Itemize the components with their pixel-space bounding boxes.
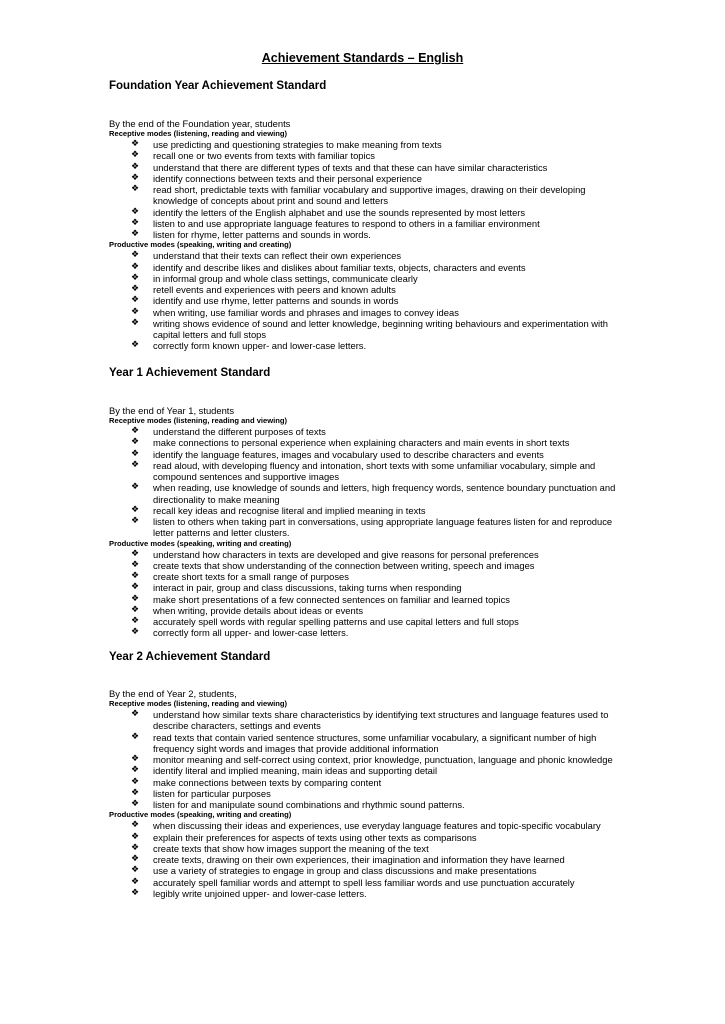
receptive-list <box>109 139 629 240</box>
diamond-bullet-icon: ❖ <box>131 448 140 459</box>
list-item-text: writing shows evidence of sound and letter knowledge, beginning writing behaviours and experimentation with capital letters and full stops <box>153 317 608 340</box>
list-item <box>109 788 629 799</box>
diamond-bullet-icon: ❖ <box>131 627 140 638</box>
list-item-text: when reading, use knowledge of sounds and letters, high frequency words, sentence boundary punctuation and directionality to make meaning <box>153 482 616 505</box>
productive-modes-label: Productive modes (speaking, writing and creating) <box>109 810 292 820</box>
list-item <box>109 627 629 638</box>
list-item-text: read short, predictable texts with familiar vocabulary and supportive images, drawing on their developing knowledge of concepts about print and sound and letters <box>153 184 586 207</box>
diamond-bullet-icon: ❖ <box>131 459 140 470</box>
list-item-text: create texts that show understanding of the connection between writing, speech and images <box>153 559 535 571</box>
list-item-text: identify the letters of the English alphabet and use the sounds represented by most letters <box>153 206 526 218</box>
list-item <box>109 449 629 460</box>
list-item <box>109 184 629 207</box>
list-item <box>109 888 629 899</box>
list-item <box>109 482 629 505</box>
receptive-list <box>109 709 629 810</box>
diamond-bullet-icon: ❖ <box>131 340 140 351</box>
list-item <box>109 732 629 755</box>
list-item <box>109 832 629 843</box>
list-item <box>109 229 629 240</box>
diamond-bullet-icon: ❖ <box>131 616 140 626</box>
list-item-text: identify and use rhyme, letter patterns and sounds in words <box>153 295 399 307</box>
section-heading: Year 1 Achievement Standard <box>109 367 271 379</box>
list-item-text: in informal group and whole class settings, communicate clearly <box>153 272 418 284</box>
list-item-text: create texts that show how images support the meaning of the text <box>153 842 429 854</box>
list-item-text: make short presentations of a few connected sentences on familiar and learned topics <box>153 593 510 605</box>
diamond-bullet-icon: ❖ <box>131 426 140 436</box>
list-item <box>109 516 629 539</box>
list-item-text: monitor meaning and self-correct using context, prior knowledge, punctuation, language and phonic knowledge <box>153 754 613 765</box>
list-item <box>109 571 629 582</box>
list-item <box>109 549 629 560</box>
list-item <box>109 318 629 341</box>
list-item <box>109 139 629 150</box>
list-item-text: understand that their texts can reflect their own experiences <box>153 250 402 262</box>
list-item <box>109 765 629 776</box>
list-item <box>109 207 629 218</box>
diamond-bullet-icon: ❖ <box>131 482 140 493</box>
section-intro: By the end of Year 2, students, <box>109 688 237 699</box>
list-item-text: identify the language features, images and vocabulary used to describe characters and events <box>153 448 544 460</box>
diamond-bullet-icon: ❖ <box>131 548 140 559</box>
receptive-list <box>109 426 629 539</box>
list-item-text: accurately spell words with regular spelling patterns and use capital letters and full stops <box>153 616 519 627</box>
list-item <box>109 505 629 516</box>
diamond-bullet-icon: ❖ <box>131 776 140 787</box>
list-item <box>109 150 629 161</box>
diamond-bullet-icon: ❖ <box>131 150 140 161</box>
list-item-text: listen to and use appropriate language features to respond to others in a familiar environment <box>153 217 540 229</box>
list-item <box>109 854 629 865</box>
list-item-text: use predicting and questioning strategies to make meaning from texts <box>153 139 442 150</box>
list-item-text: when discussing their ideas and experiences, use everyday language features and topic-specific vocabulary <box>153 820 601 832</box>
productive-list <box>109 250 629 351</box>
list-item-text: legibly write unjoined upper- and lower-case letters. <box>153 887 367 899</box>
productive-modes-label: Productive modes (speaking, writing and creating) <box>109 240 292 250</box>
list-item-text: understand how characters in texts are developed and give reasons for personal preferences <box>153 548 539 560</box>
diamond-bullet-icon: ❖ <box>131 787 140 798</box>
diamond-bullet-icon: ❖ <box>131 206 140 217</box>
list-item-text: read texts that contain varied sentence structures, some unfamiliar vocabulary, a significant number of high frequency sight words and images that provide additional information <box>153 731 597 754</box>
diamond-bullet-icon: ❖ <box>131 865 140 876</box>
list-item-text: understand the different purposes of texts <box>153 426 326 437</box>
diamond-bullet-icon: ❖ <box>131 139 140 149</box>
diamond-bullet-icon: ❖ <box>131 754 140 764</box>
list-item <box>109 777 629 788</box>
productive-modes-label: Productive modes (speaking, writing and creating) <box>109 538 292 548</box>
receptive-modes-label: Receptive modes (listening, reading and viewing) <box>109 416 288 425</box>
diamond-bullet-icon: ❖ <box>131 593 140 604</box>
productive-list <box>109 549 629 639</box>
list-item <box>109 594 629 605</box>
diamond-bullet-icon: ❖ <box>131 172 140 183</box>
list-item <box>109 307 629 318</box>
diamond-bullet-icon: ❖ <box>131 582 140 593</box>
list-item-text: identify connections between texts and their personal experience <box>153 172 422 184</box>
list-item-text: listen for rhyme, letter patterns and sounds in words. <box>153 229 371 240</box>
receptive-modes-label: Receptive modes (listening, reading and viewing) <box>109 699 288 708</box>
list-item-text: make connections to personal experience when explaining characters and main events in short texts <box>153 437 570 449</box>
list-item <box>109 426 629 437</box>
section-year-2 <box>109 688 629 899</box>
list-item <box>109 218 629 229</box>
diamond-bullet-icon: ❖ <box>131 799 140 809</box>
list-item-text: understand that there are different types of texts and that these can have similar characteristics <box>153 161 548 173</box>
diamond-bullet-icon: ❖ <box>131 284 140 294</box>
diamond-bullet-icon: ❖ <box>131 709 140 719</box>
list-item <box>109 709 629 732</box>
list-item <box>109 173 629 184</box>
list-item-text: listen for particular purposes <box>153 787 271 799</box>
list-item <box>109 605 629 616</box>
diamond-bullet-icon: ❖ <box>131 887 140 898</box>
list-item <box>109 582 629 593</box>
document-title: Achievement Standards – English <box>261 51 464 65</box>
list-item <box>109 865 629 876</box>
list-item-text: use a variety of strategies to engage in group and class discussions and make presentations <box>153 865 537 877</box>
section-heading: Year 2 Achievement Standard <box>109 651 271 663</box>
diamond-bullet-icon: ❖ <box>131 820 140 831</box>
diamond-bullet-icon: ❖ <box>131 876 140 887</box>
diamond-bullet-icon: ❖ <box>131 437 140 448</box>
list-item <box>109 820 629 831</box>
diamond-bullet-icon: ❖ <box>131 317 140 328</box>
list-item <box>109 843 629 854</box>
list-item-text: create short texts for a small range of purposes <box>153 571 349 582</box>
list-item-text: understand how similar texts share characteristics by identifying text structures and language features used to describe characters, settings and events <box>153 709 609 732</box>
list-item-text: make connections between texts by comparing content <box>153 776 382 788</box>
list-item-text: when writing, provide details about ideas or events <box>153 604 364 616</box>
list-item <box>109 877 629 888</box>
diamond-bullet-icon: ❖ <box>131 842 140 853</box>
list-item <box>109 273 629 284</box>
list-item <box>109 460 629 483</box>
diamond-bullet-icon: ❖ <box>131 295 140 306</box>
list-item-text: retell events and experiences with peers and known adults <box>153 284 396 295</box>
list-item-text: accurately spell familiar words and attempt to spell less familiar words and use punctuation accurately <box>153 876 575 888</box>
list-item-text: correctly form all upper- and lower-case letters. <box>153 627 349 639</box>
list-item-text: read aloud, with developing fluency and intonation, short texts with some unfamiliar vocabulary, simple and compound sentences and supportive images <box>153 459 596 482</box>
list-item <box>109 560 629 571</box>
receptive-modes-label: Receptive modes (listening, reading and viewing) <box>109 129 288 138</box>
list-item <box>109 799 629 810</box>
productive-list <box>109 820 629 899</box>
section-year-1 <box>109 405 629 639</box>
list-item-text: create texts, drawing on their own experiences, their imagination and information they have learned <box>153 854 565 865</box>
list-item <box>109 295 629 306</box>
diamond-bullet-icon: ❖ <box>131 516 140 526</box>
diamond-bullet-icon: ❖ <box>131 306 140 317</box>
diamond-bullet-icon: ❖ <box>131 261 140 272</box>
list-item <box>109 340 629 351</box>
diamond-bullet-icon: ❖ <box>131 229 140 239</box>
list-item-text: interact in pair, group and class discussions, taking turns when responding <box>153 582 462 594</box>
list-item-text: explain their preferences for aspects of texts using other texts as comparisons <box>153 831 477 843</box>
diamond-bullet-icon: ❖ <box>131 504 140 515</box>
list-item-text: listen for and manipulate sound combinations and rhythmic sound patterns. <box>153 799 465 810</box>
list-item-text: identify literal and implied meaning, main ideas and supporting detail <box>153 765 438 777</box>
list-item <box>109 262 629 273</box>
diamond-bullet-icon: ❖ <box>131 217 140 228</box>
list-item <box>109 616 629 627</box>
diamond-bullet-icon: ❖ <box>131 854 140 864</box>
diamond-bullet-icon: ❖ <box>131 765 140 776</box>
diamond-bullet-icon: ❖ <box>131 272 140 283</box>
diamond-bullet-icon: ❖ <box>131 250 140 261</box>
diamond-bullet-icon: ❖ <box>131 831 140 842</box>
list-item <box>109 437 629 448</box>
list-item <box>109 162 629 173</box>
diamond-bullet-icon: ❖ <box>131 184 140 194</box>
diamond-bullet-icon: ❖ <box>131 559 140 570</box>
list-item-text: correctly form known upper- and lower-case letters. <box>153 340 367 352</box>
list-item <box>109 754 629 765</box>
list-item-text: identify and describe likes and dislikes about familiar texts, objects, characters and events <box>153 261 526 273</box>
list-item-text: when writing, use familiar words and phrases and images to convey ideas <box>153 306 459 318</box>
list-item <box>109 284 629 295</box>
list-item <box>109 250 629 261</box>
diamond-bullet-icon: ❖ <box>131 161 140 172</box>
section-intro: By the end of Year 1, students <box>109 405 235 416</box>
diamond-bullet-icon: ❖ <box>131 731 140 742</box>
diamond-bullet-icon: ❖ <box>131 571 140 581</box>
list-item-text: recall key ideas and recognise literal and implied meaning in texts <box>153 504 426 516</box>
list-item-text: listen to others when taking part in conversations, using appropriate language features listen for and reproduce letter patterns and letter clusters. <box>153 516 613 539</box>
section-intro: By the end of the Foundation year, students <box>109 118 291 129</box>
list-item-text: recall one or two events from texts with familiar topics <box>153 150 375 162</box>
diamond-bullet-icon: ❖ <box>131 604 140 615</box>
section-foundation <box>109 118 629 352</box>
section-heading: Foundation Year Achievement Standard <box>109 80 327 92</box>
